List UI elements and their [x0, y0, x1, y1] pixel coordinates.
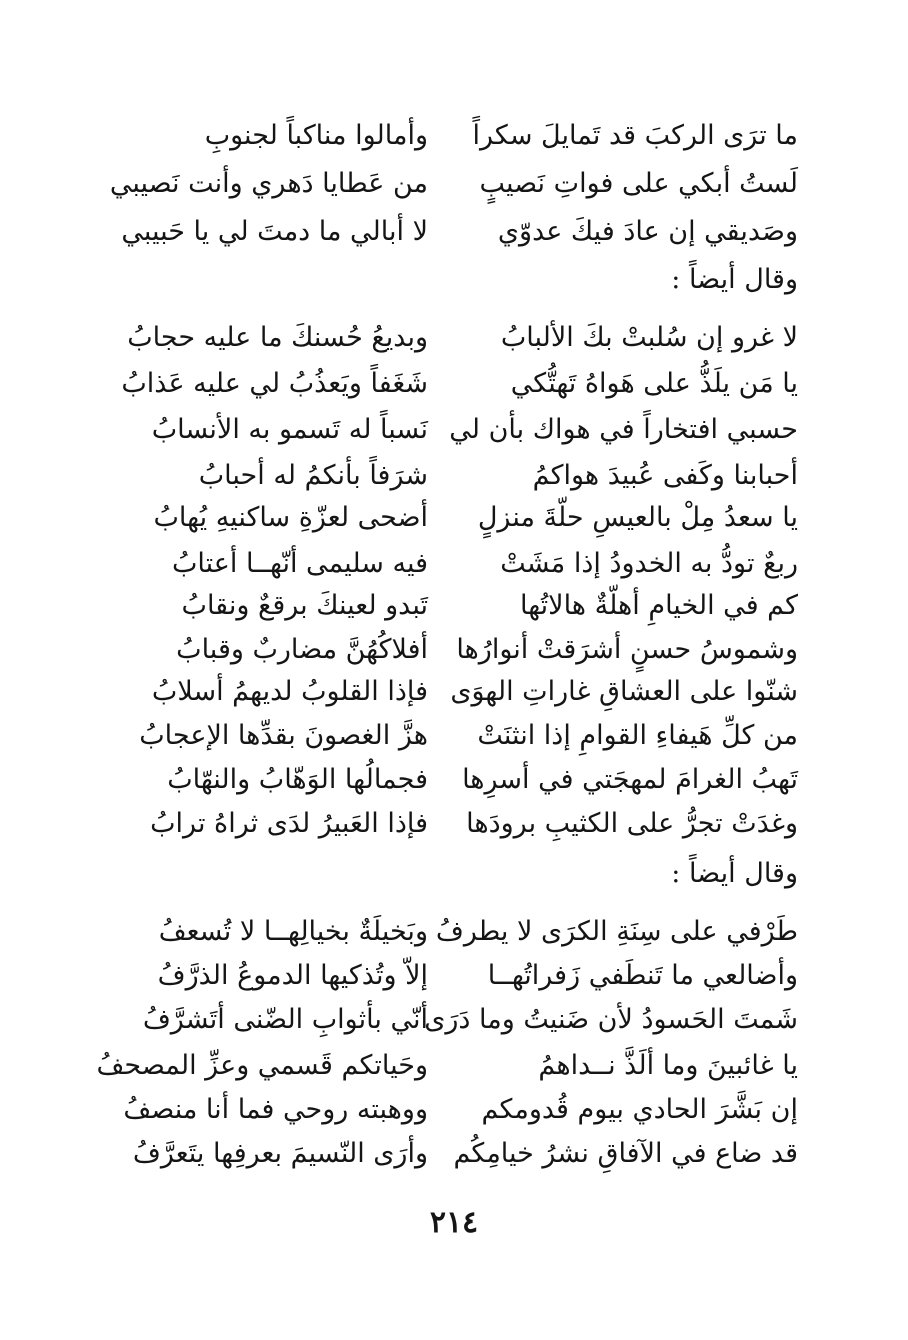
verse-second-hemistich: لا أبالي ما دمتَ لي يا حَبيبي: [121, 216, 428, 247]
verse-second-hemistich: إلاّ وتُذكيها الدموعُ الذرَّفُ: [157, 960, 428, 991]
verse-second-hemistich: شَغَفاً ويَعذُبُ لي عليه عَذابُ: [121, 368, 428, 399]
verse-second-hemistich: من عَطايا دَهري وأنت نَصيبي: [109, 168, 428, 199]
verse-first-hemistich: أحبابنا وكَفى عُبيدَ هواكمُ: [532, 460, 798, 491]
verse-first-hemistich: لَستُ أبكي على فواتِ نَصيبٍ: [479, 168, 798, 199]
verse-first-hemistich: قد ضاع في الآفاقِ نشرُ خيامِكُم: [453, 1138, 798, 1169]
verse-second-hemistich: فإذا العَبيرُ لدَى ثراهُ ترابُ: [150, 808, 428, 839]
verse-first-hemistich: وأضالعي ما تَنطَفي زَفراتُهــا: [487, 960, 798, 991]
verse-second-hemistich: وبديعُ حُسنكَ ما عليه حجابُ: [127, 322, 428, 353]
verse-first-hemistich: من كلِّ هَيفاءِ القوامِ إذا انثنَتْ: [477, 720, 798, 751]
verse-second-hemistich: وأمالوا مناكباً لجنوبِ: [204, 120, 428, 151]
verse-second-hemistich: أضحى لعزّةِ ساكنيهِ يُهابُ: [153, 502, 428, 533]
verse-second-hemistich: فجمالُها الوَهّابُ والنهّابُ: [167, 764, 428, 795]
verse-first-hemistich: كم في الخيامِ أهلّةٌ هالاتُها: [519, 590, 798, 621]
verse-second-hemistich: نَسباً له تَسمو به الأنسابُ: [151, 414, 428, 445]
page-number: ٢١٤: [429, 1205, 479, 1240]
verse-first-hemistich: طَرْفي على سِنَةِ الكرَى لا يطرفُ: [435, 916, 798, 947]
verse-first-hemistich: وغدَتْ تجرُّ على الكثيبِ برودَها: [466, 808, 798, 839]
verse-second-hemistich: شرَفاً بأنكمُ له أحبابُ: [198, 460, 428, 491]
verse-second-hemistich: هزَّ الغصونَ بقدِّها الإعجابُ: [139, 720, 428, 751]
verse-first-hemistich: حسبي افتخاراً في هواك بأن لي: [449, 414, 798, 445]
section-heading: وقال أيضاً :: [671, 858, 798, 889]
verse-second-hemistich: ووهبته روحي فما أنا منصفُ: [123, 1094, 428, 1125]
verse-first-hemistich: يا مَن يلَذُّ على هَواهُ تَهتُّكي: [510, 368, 798, 399]
verse-first-hemistich: إن بَشَّرَ الحادي بيوم قُدومكم: [481, 1094, 798, 1125]
verse-first-hemistich: وشموسُ حسنٍ أشرَقتْ أنوارُها: [456, 634, 798, 665]
verse-first-hemistich: تَهبُ الغرامَ لمهجَتي في أسرِها: [462, 764, 798, 795]
verse-second-hemistich: فإذا القلوبُ لديهمُ أسلابُ: [151, 676, 428, 707]
verse-second-hemistich: وحَياتكم قَسمي وعزِّ المصحفُ: [96, 1050, 428, 1081]
verse-first-hemistich: وصَديقي إن عادَ فيكَ عدوّي: [497, 216, 798, 247]
verse-first-hemistich: شنّوا على العشاقِ غاراتِ الهوَى: [450, 676, 798, 707]
verse-second-hemistich: فيه سليمى أنّهــا أعتابُ: [171, 548, 428, 579]
verse-second-hemistich: أنّي بأثوابِ الضّنى أتَشرَّفُ: [142, 1004, 428, 1035]
section-heading: وقال أيضاً :: [671, 264, 798, 295]
verse-first-hemistich: يا سعدُ مِلْ بالعيسِ حلّةَ منزلٍ: [477, 502, 798, 533]
verse-first-hemistich: شَمتَ الحَسودُ لأن ضَنيتُ وما دَرَى: [424, 1004, 798, 1035]
verse-first-hemistich: يا غائبينَ وما ألَذَّ نــداهمُ: [538, 1050, 798, 1081]
verse-first-hemistich: ما ترَى الركبَ قد تَمايلَ سكراً: [472, 120, 798, 151]
verse-second-hemistich: أفلاكُهُنَّ مضاربٌ وقبابُ: [176, 634, 428, 665]
verse-first-hemistich: ربعٌ تودُّ به الخدودُ إذا مَشَتْ: [500, 548, 798, 579]
verse-second-hemistich: وبَخيلَةٌ بخيالِهــا لا تُسعفُ: [158, 916, 428, 947]
verse-second-hemistich: تَبدو لعينكَ برقعٌ ونقابُ: [181, 590, 428, 621]
verse-first-hemistich: لا غرو إن سُلبتْ بكَ الألبابُ: [500, 322, 798, 353]
verse-second-hemistich: وأرَى النّسيمَ بعرفِها يتَعرَّفُ: [132, 1138, 428, 1169]
